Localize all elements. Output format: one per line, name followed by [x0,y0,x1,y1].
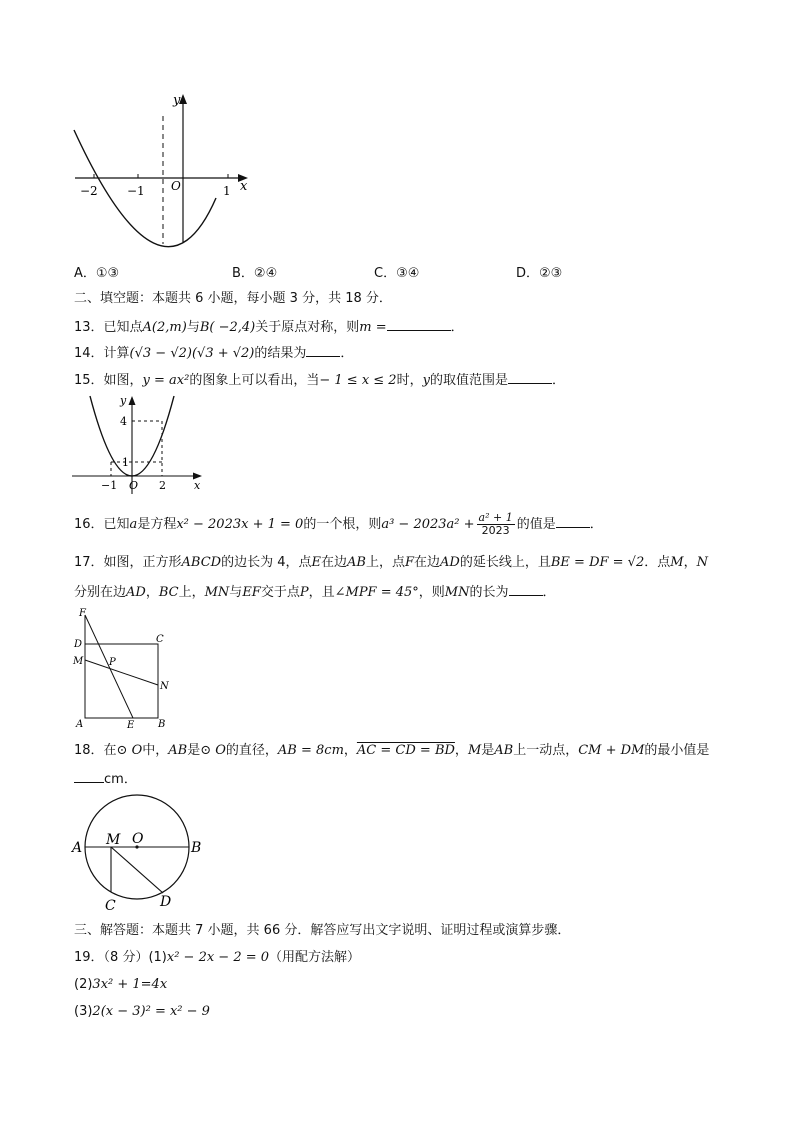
question-16: 16．已知a是方程x² − 2023x + 1 = 0的一个根，则a³ − 2023a² + $\frac{\text{a² + 1}}{2023}$ 的值是 ． [74,511,603,537]
option-d: D．②③ [516,266,563,281]
section-2-heading: 二、填空题：本题共 6 小题，每小题 3 分，共 18 分． [74,291,392,306]
svg-text:4: 4 [120,415,127,428]
y-label: y [173,93,181,108]
question-19-part-2: (2)3x² + 1=4x [74,977,168,992]
question-15: 15．如图，y = ax²的图象上可以看出，当− 1 ≤ x ≤ 2时，y的取值范围是 ． [74,369,565,390]
question-18-line-2: cm． [74,768,137,789]
section-3-heading: 三、解答题：本题共 7 小题，共 66 分．解答应写出文字说明、证明过程或演算步骤． [74,923,571,938]
svg-text:C: C [105,898,116,914]
svg-text:x: x [194,479,201,492]
svg-text:A: A [72,840,83,856]
question-17-line-1: 17．如图，正方形ABCD的边长为 4，点E在边AB上，点F在边AD的延长线上，且BE = DF = √2．点M，N [74,555,708,570]
svg-text:F: F [79,608,86,619]
svg-text:A: A [76,719,84,730]
option-b: B．②④ [232,266,278,281]
square-figure-17 [70,605,180,730]
svg-text:B: B [158,719,166,730]
tick-label-m2: −2 [80,184,98,198]
question-14: 14．计算(√3 − √2)(√3 + √2)的结果为 ． [74,342,353,363]
answer-blank[interactable] [556,513,590,528]
svg-text:2: 2 [159,479,166,492]
answer-blank[interactable] [387,316,451,331]
x-label: x [240,179,248,194]
svg-text:B: B [191,840,202,856]
svg-text:E: E [127,720,135,731]
svg-text:O: O [129,479,139,492]
question-19-part-3: (3)2(x − 3)² = x² − 9 [74,1004,210,1019]
answer-blank[interactable] [306,342,340,357]
answer-blank[interactable] [509,581,543,596]
fraction: $\frac{\text{a² + 1}}{2023}$ [478,511,513,537]
svg-text:D: D [74,639,83,650]
svg-text:M: M [73,656,84,667]
svg-text:O: O [132,831,144,847]
svg-text:N: N [160,681,169,692]
svg-text:P: P [109,657,116,668]
question-13: 13．已知点A(2,m)与B( −2,4)关于原点对称，则m = ． [74,316,464,337]
circle-figure-18 [70,794,210,912]
svg-text:D: D [160,894,172,910]
origin-label: O [171,179,181,193]
question-18-line-1: 18．在⊙ O中，AB是⊙ O的直径，AB = 8cm，AC = CD = BD，M是AB上一动点，CM + DM的最小值是 [74,743,710,758]
svg-text:M: M [106,832,121,848]
tick-label-1: 1 [223,184,231,198]
svg-text:y: y [120,394,127,407]
svg-text:C: C [156,634,164,645]
parabola-figure-top [70,92,255,252]
option-a: A．①③ [74,266,120,281]
answer-blank[interactable] [74,768,104,783]
option-c: C．③④ [374,266,420,281]
question-19-part-1: 19．（8 分）(1)x² − 2x − 2 = 0（用配方法解） [74,950,361,965]
question-17-line-2: 分别在边AD，BC上，MN与EF交于点P，且∠MPF = 45°，则MN的长为 ． [74,581,556,602]
svg-text:1: 1 [122,456,129,469]
svg-text:−1: −1 [101,479,118,492]
tick-label-m1: −1 [127,184,145,198]
parabola-figure-15 [70,394,210,496]
answer-blank[interactable] [508,369,552,384]
